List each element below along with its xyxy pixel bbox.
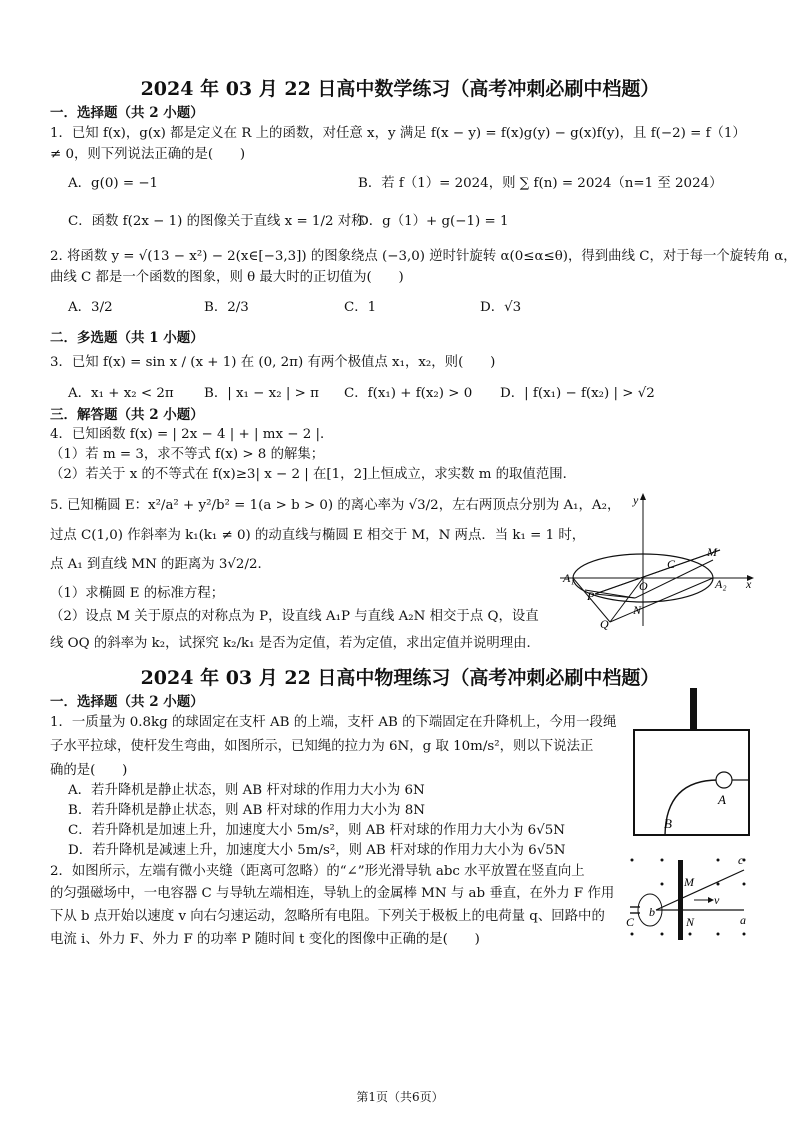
math-section-single-choice: 一．选择题（共 2 小题） bbox=[50, 105, 204, 121]
physics-section-single-choice: 一．选择题（共 2 小题） bbox=[50, 694, 204, 710]
math-q2-option-b: B．2/3 bbox=[204, 300, 249, 315]
math-q2-line1: 2. 将函数 y = √(13 − x²) − 2(x∈[−3,3]) 的图象绕点 (−3,0) 逆时针旋转 α(0≤α≤θ)，得到曲线 C，对于每一个旋转角 α， bbox=[50, 249, 797, 264]
math-q5-line5: （2）设点 M 关于原点的对称点为 P，设直线 A₁P 与直线 A₂N 相交于点 Q，设直 bbox=[50, 609, 539, 624]
math-q3-option-a: A．x₁ + x₂ < 2π bbox=[68, 386, 174, 401]
lift-figure bbox=[630, 688, 755, 838]
page-footer: 第1页（共6页） bbox=[356, 1090, 444, 1104]
ellipse-figure bbox=[555, 490, 755, 630]
math-q2-option-d: D．√3 bbox=[480, 300, 522, 315]
physics-q1-option-b: B．若升降机是静止状态，则 AB 杆对球的作用力大小为 8N bbox=[68, 803, 425, 818]
math-q3-line1: 3．已知 f(x) = sin x / (x + 1) 在 (0, 2π) 有两个极值点 x₁，x₂，则( ) bbox=[50, 355, 496, 370]
ellipse-label-o: O bbox=[639, 579, 648, 593]
physics-q1-line2: 子水平拉球，使杆发生弯曲，如图所示，已知绳的拉力为 6N，g 取 10m/s²，则以下说法正 bbox=[50, 739, 594, 754]
math-q1-option-a: A．g(0) = −1 bbox=[68, 176, 159, 191]
math-q3-option-c: C．f(x₁) + f(x₂) > 0 bbox=[344, 386, 473, 401]
math-q4-line1: 4．已知函数 f(x) = | 2x − 4 | + | mx − 2 |． bbox=[50, 427, 334, 442]
physics-q1-line1: 1．一质量为 0.8kg 的球固定在支杆 AB 的上端，支杆 AB 的下端固定在升降机上，今用一段绳 bbox=[50, 715, 617, 730]
math-q5-line6: 线 OQ 的斜率为 k₂，试探究 k₂/k₁ 是否为定值，若为定值，求出定值并说明理由． bbox=[50, 636, 540, 651]
math-q1-option-d: D．g（1）+ g(−1) = 1 bbox=[358, 214, 509, 229]
math-q1-option-c: C．函数 f(2x − 1) 的图像关于直线 x = 1/2 对称 bbox=[68, 214, 365, 229]
ellipse-label-a2: A₂ bbox=[715, 577, 727, 591]
physics-title: 2024 年 03 月 22 日高中物理练习（高考冲刺必刷中档题） bbox=[140, 667, 660, 689]
rail-label-v: v bbox=[714, 893, 720, 907]
physics-q1-line3: 确的是( ) bbox=[50, 763, 128, 778]
ellipse-label-y: y bbox=[633, 493, 639, 507]
math-q5-line1: 5. 已知椭圆 E：x²/a² + y²/b² = 1(a > b > 0) 的离心率为 √3/2，左右两顶点分别为 A₁，A₂， bbox=[50, 498, 621, 513]
math-q2-option-a: A．3/2 bbox=[68, 300, 113, 315]
math-section-multi-choice: 二．多选题（共 1 小题） bbox=[50, 330, 204, 346]
math-q1-line2: ≠ 0，则下列说法正确的是( ) bbox=[50, 147, 246, 162]
math-q5-line3: 点 A₁ 到直线 MN 的距离为 3√2/2． bbox=[50, 557, 271, 572]
math-q2-line2: 曲线 C 都是一个函数的图象，则 θ 最大时的正切值为( ) bbox=[50, 270, 404, 285]
ellipse-label-x: x bbox=[746, 577, 752, 591]
math-section-answer: 三．解答题（共 2 小题） bbox=[50, 407, 204, 423]
rail-figure bbox=[622, 852, 752, 942]
math-q2-option-c: C．1 bbox=[344, 300, 377, 315]
math-q3-option-b: B．| x₁ − x₂ | > π bbox=[204, 386, 319, 401]
lift-label-a: A bbox=[718, 792, 726, 807]
physics-q1-option-d: D．若升降机是减速上升，加速度大小 5m/s²，则 AB 杆对球的作用力大小为 6√5N bbox=[68, 843, 566, 858]
math-title: 2024 年 03 月 22 日高中数学练习（高考冲刺必刷中档题） bbox=[140, 78, 660, 100]
lift-label-b: B bbox=[664, 816, 672, 831]
physics-q2-line4: 电流 i、外力 F、外力 F 的功率 P 随时间 t 变化的图像中正确的是( ) bbox=[50, 932, 480, 947]
physics-q2-line3: 下从 b 点开始以速度 v 向右匀速运动，忽略所有电阻。下列关于极板上的电荷量 q、回路中的 bbox=[50, 909, 605, 924]
math-q5-line4: （1）求椭圆 E 的标准方程； bbox=[50, 586, 225, 601]
math-q1-line1: 1．已知 f(x)，g(x) 都是定义在 R 上的函数，对任意 x，y 满足 f(x − y) = f(x)g(y) − g(x)f(y)，且 f(−2) = f（1） bbox=[50, 126, 746, 141]
math-q3-option-d: D．| f(x₁) − f(x₂) | > √2 bbox=[500, 386, 655, 401]
ellipse-label-n: N bbox=[633, 603, 642, 617]
physics-q1-option-a: A．若升降机是静止状态，则 AB 杆对球的作用力大小为 6N bbox=[68, 783, 425, 798]
math-q4-line2: （1）若 m = 3，求不等式 f(x) > 8 的解集； bbox=[50, 447, 325, 462]
rail-label-a: a bbox=[740, 913, 746, 927]
ellipse-label-q: Q bbox=[600, 617, 609, 630]
math-q5-line2: 过点 C(1,0) 作斜率为 k₁(k₁ ≠ 0) 的动直线与椭圆 E 相交于 M，N 两点．当 k₁ = 1 时， bbox=[50, 528, 586, 543]
math-q4-line3: （2）若关于 x 的不等式在 f(x)≥3| x − 2 | 在[1，2]上恒成立，求实数 m 的取值范围． bbox=[50, 467, 576, 482]
rail-label-m: M bbox=[684, 875, 694, 889]
rail-label-c: c bbox=[738, 853, 744, 867]
physics-q1-option-c: C．若升降机是加速上升，加速度大小 5m/s²，则 AB 杆对球的作用力大小为 6√5N bbox=[68, 823, 565, 838]
physics-q2-line1: 2．如图所示，左端有微小夹缝（距离可忽略）的“∠”形光滑导轨 abc 水平放置在竖直向上 bbox=[50, 864, 585, 879]
ellipse-label-a1: A₁ bbox=[563, 571, 575, 585]
rail-label-capacitor: C bbox=[626, 915, 635, 929]
rail-label-n: N bbox=[686, 915, 695, 929]
rail-label-b: b bbox=[649, 905, 655, 919]
math-q1-option-b: B．若 f（1）= 2024，则 ∑ f(n) = 2024（n=1 至 2024） bbox=[358, 176, 723, 191]
physics-q2-line2: 的匀强磁场中，一电容器 C 与导轨左端相连，导轨上的金属棒 MN 与 ab 垂直，在外力 F 作用 bbox=[50, 886, 615, 901]
ellipse-label-p: P bbox=[587, 589, 595, 603]
ellipse-label-m: M bbox=[707, 545, 717, 559]
ellipse-label-c: C bbox=[667, 557, 676, 571]
